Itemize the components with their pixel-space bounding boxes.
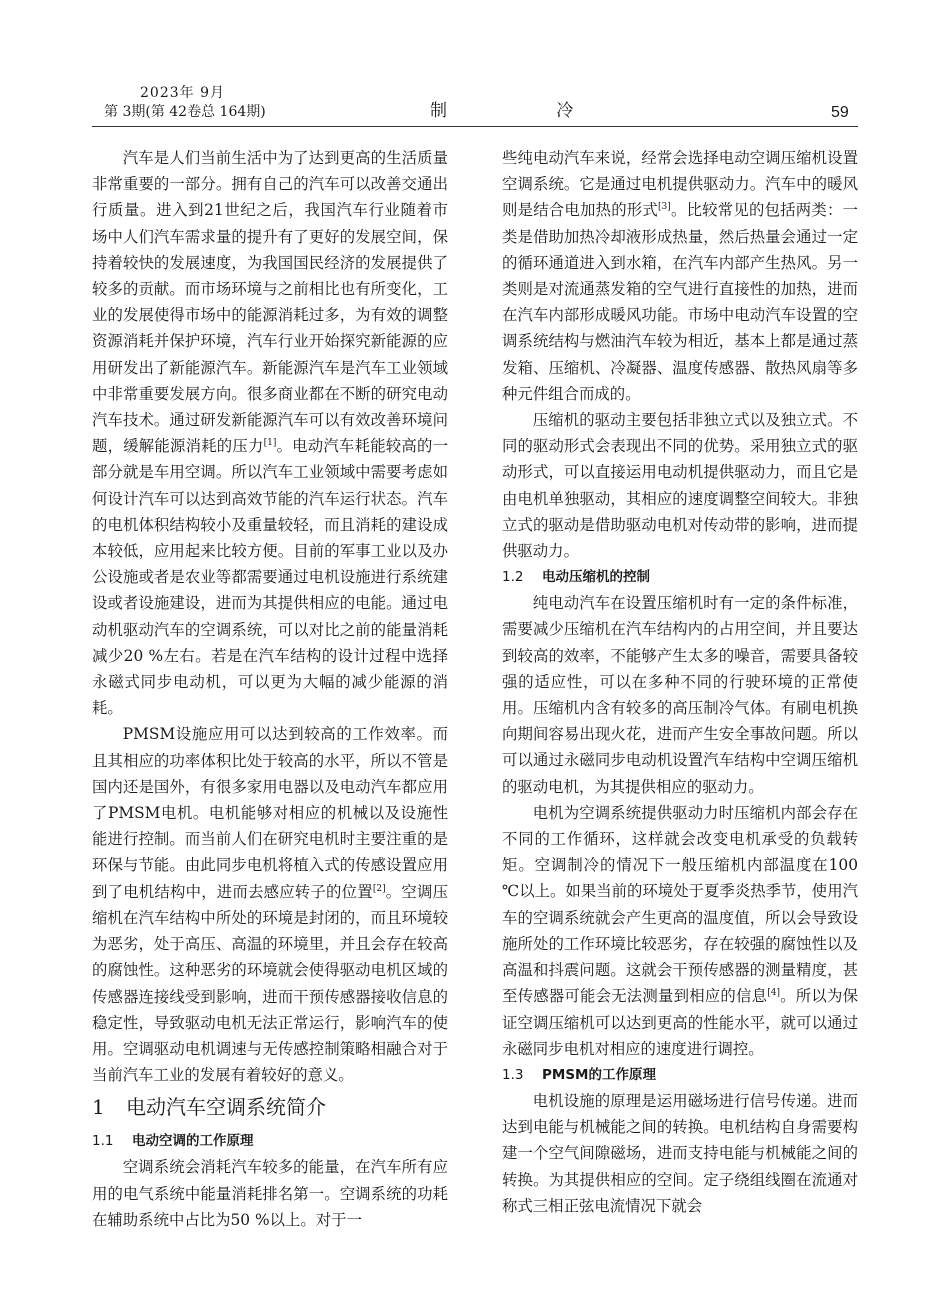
paragraph: 纯电动汽车在设置压缩机时有一定的条件标准，需要减少压缩机在汽车结构内的占用空间，并且要达到较高的效率，不能够产生太多的噪音，需要具备较强的适应性，可以在多种不同的行驶环境的正常使用。压缩机内含有较多的高压制冷气体。有刷电机换向期间容易出现火花，进而产生安全事故问题。所以可以通过永磁同步电动机设置汽车结构中空调压缩机的驱动电机，为其提供相应的驱动力。: [502, 594, 858, 796]
left-column: [92, 145, 448, 1233]
paragraph: 汽车是人们当前生活中为了达到更高的生活质量非常重要的一部分。拥有自己的汽车可以改善交通出行质量。进入到21世纪之后，我国汽车行业随着市场中人们汽车需求量的提升有了更好的发展空间，保持着较快的发展速度，为我国国民经济的发展提供了较多的贡献。而市场环境与之前相比也有所变化，工业的发展使得市场中的能源消耗过多，为有效的调整资源消耗并保护环境，汽车行业开始探究新能源的应用研发出了新能源汽车。新能源汽车是汽车工业领域中非常重要发展方向。很多商业都在不断的研究电动汽车技术。通过研发新能源汽车可以有效改善环境问题，缓解能源消耗的压力[1]。电动汽车耗能较高的一部分就是车用空调。所以汽车工业领域中需要考虑如何设计汽车可以达到高效节能的汽车运行状态。汽车的电机体积结构较小及重量较轻，而且消耗的建设成本较低，应用起来比较方便。目前的军事工业以及办公设施或者是农业等都需要通过电机设施进行系统建设或者设施建设，进而为其提供相应的电能。通过电动机驱动汽车的空调系统，可以对比之前的能量消耗减少20 %左右。若是在汽车结构的设计过程中选择永磁式同步电动机，可以更为大幅的减少能源的消耗。: [92, 149, 448, 718]
page-header: [0, 0, 950, 140]
paragraph: 压缩机的驱动主要包括非独立式以及独立式。不同的驱动形式会表现出不同的优势。采用独立式的驱动形式，可以直接运用电动机提供驱动力，而且它是由电机单独驱动，其相应的速度调整空间较大。非独立式的驱动是借助驱动电机对传动带的影响，进而提供驱动力。: [502, 411, 858, 561]
issue-info: [104, 84, 266, 122]
paragraph: 电机设施的原理是运用磁场进行信号传递。进而达到电能与机械能之间的转换。电机结构自身需要构建一个空气间隙磁场，进而支持电能与机械能之间的转换。为其提供相应的空间。定子绕组线圈在流通对称式三相正弦电流情况下就会: [502, 1091, 858, 1215]
section-heading: 1 电动汽车空调系统简介: [92, 1095, 326, 1120]
paragraph: 空调系统会消耗汽车较多的能量，在汽车所有应用的电气系统中能量消耗排名第一。空调系统的功耗在辅助系统中占比为50 %以上。对于一: [92, 1158, 448, 1229]
paragraph: 些纯电动汽车来说，经常会选择电动空调压缩机设置空调系统。它是通过电机提供驱动力。汽车中的暖风则是结合电加热的形式[3]。比较常见的包括两类：一类是借助加热冷却液形成热量，然后热量会通过一定的循环通道进入到水箱，在汽车内部产生热风。另一类则是对流通蒸发箱的空气进行直接性的加热，进而在汽车内部形成暖风功能。市场中电动汽车设置的空调系统结构与燃油汽车较为相近，基本上都是通过蒸发箱、压缩机、冷凝器、温度传感器、散热风扇等多种元件组合而成的。: [502, 149, 858, 403]
citation: [2]: [372, 883, 386, 894]
issue-number: 第 3期(第 42卷总 164期): [104, 104, 266, 120]
right-column: [502, 145, 858, 1219]
journal-title: 制 冷: [430, 101, 626, 121]
paragraph: PMSM设施应用可以达到较高的工作效率。而且其相应的功率体积比处于较高的水平，所以不管是国内还是国外，有很多家用电器以及电动汽车都应用了PMSM电机。电机能够对相应的机械以及设施性能进行控制。而当前人们在研究电机时主要注重的是环保与节能。由此同步电机将植入式的传感设置应用到了电机结构中，进而去感应转子的位置[2]。空调压缩机在汽车结构中所处的环境是封闭的，而且环境较为恶劣，处于高压、高温的环境里，并且会存在较高的腐蚀性。这种恶劣的环境就会使得驱动电机区域的传感器连接线受到影响，进而干预传感器接收信息的稳定性，导致驱动电机无法正常运行，影响汽车的使用。空调驱动电机调速与无传感控制策略相融合对于当前汽车工业的发展有着较好的意义。: [92, 725, 448, 1085]
page-number: 59: [831, 104, 849, 121]
paragraph: 电机为空调系统提供驱动力时压缩机内部会存在不同的工作循环，这样就会改变电机承受的负载转矩。空调制冷的情况下一般压缩机内部温度在100 ℃以上。如果当前的环境处于夏季炎热季节，使用汽车的空调系统就会产生更高的温度值，所以会导致设施所处的工作环境比较恶劣，存在较强的腐蚀性以及高温和抖震问题。这就会干预传感器的测量精度，甚至传感器可能会无法测量到相应的信息[4]。所以为保证空调压缩机可以达到更高的性能水平，就可以通过永磁同步电机对相应的速度进行调控。: [502, 803, 858, 1058]
citation: [1]: [263, 438, 277, 449]
citation: [4]: [767, 988, 780, 999]
subsection-heading: 1.1 电动空调的工作原理: [92, 1133, 254, 1150]
subsection-heading: 1.3 PMSM的工作原理: [502, 1066, 656, 1083]
header-rule: [92, 126, 858, 127]
issue-date: 2023年 9月: [140, 85, 225, 101]
citation: [3]: [658, 202, 671, 213]
subsection-heading: 1.2 电动压缩机的控制: [502, 569, 650, 586]
